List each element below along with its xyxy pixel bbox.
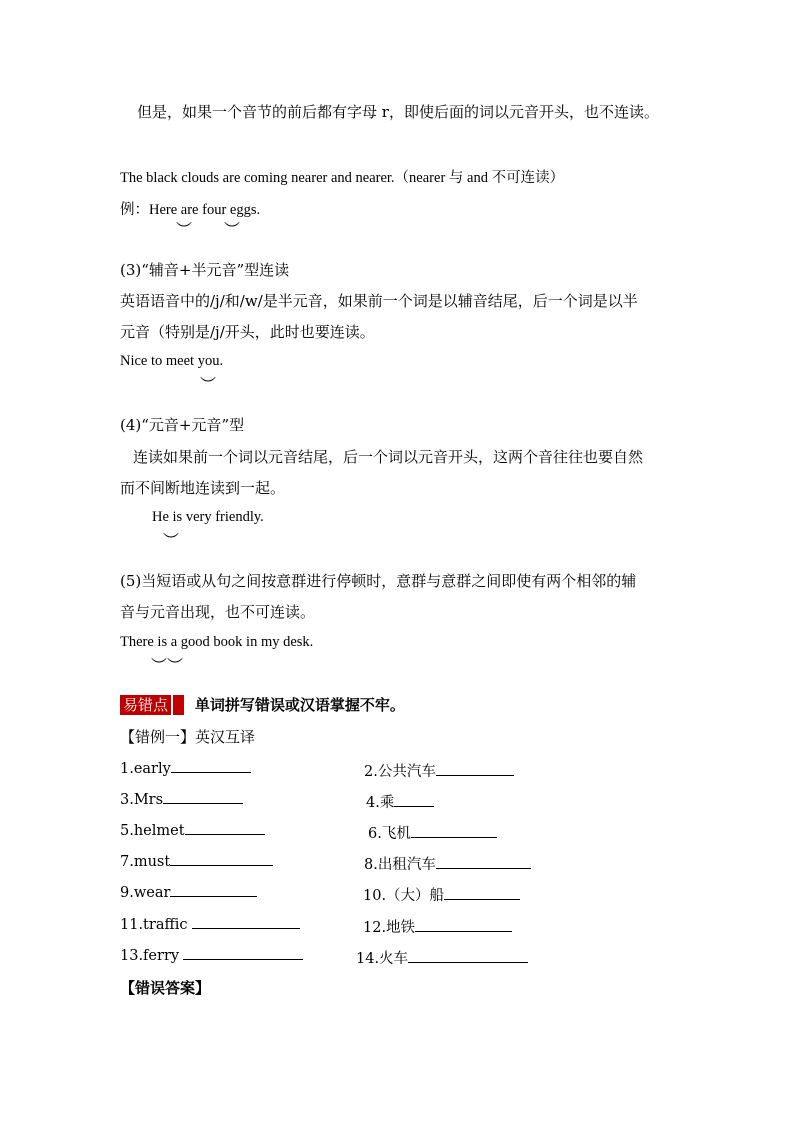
section-5-example: There is a good book in my desk. bbox=[120, 634, 314, 650]
link-mark: ︶ bbox=[163, 531, 180, 550]
mistake-heading bbox=[120, 694, 405, 715]
example-eggs: 例：Here are four eggs. bbox=[120, 202, 261, 218]
answer-blank[interactable] bbox=[408, 950, 528, 963]
list-item: 13.ferry bbox=[120, 947, 303, 964]
section-5-text: 音与元音出现，也不可连读。 bbox=[120, 603, 316, 621]
list-item: 3.Mrs bbox=[120, 791, 243, 808]
section-5-text: (5)当短语或从句之间按意群进行停顿时，意群与意群之间即使有两个相邻的辅 bbox=[120, 572, 637, 590]
list-item: 1.early bbox=[120, 760, 251, 777]
list-item: 6.飞机 bbox=[368, 822, 497, 843]
section-3-title: (3)“辅音+半元音”型连读 bbox=[120, 261, 290, 279]
example-heading: 【错例一】英汉互译 bbox=[120, 728, 256, 746]
section-4-example: He is very friendly. bbox=[152, 509, 264, 525]
section-3-example: Nice to meet you. bbox=[120, 353, 224, 369]
list-item: 8.出租汽车 bbox=[364, 853, 531, 874]
answer-blank[interactable] bbox=[415, 919, 512, 932]
answer-blank[interactable] bbox=[171, 760, 251, 773]
answer-blank[interactable] bbox=[183, 947, 303, 960]
example-clouds: The black clouds are coming nearer and nearer.（nearer 与 and 不可连读） bbox=[120, 170, 565, 186]
mistake-tag-marker bbox=[173, 695, 184, 715]
link-mark: ︶ bbox=[176, 220, 193, 239]
answer-blank[interactable] bbox=[444, 887, 520, 900]
list-item: 2.公共汽车 bbox=[364, 760, 514, 781]
section-3-text: 英语语音中的/j/和/w/是半元音，如果前一个词是以辅音结尾，后一个词是以半 bbox=[120, 292, 638, 310]
answer-blank[interactable] bbox=[436, 856, 531, 869]
list-item: 4.乘 bbox=[366, 791, 434, 812]
link-mark: ︶ bbox=[224, 220, 241, 239]
answer-blank[interactable] bbox=[163, 791, 243, 804]
list-item: 5.helmet bbox=[120, 822, 265, 839]
list-item: 7.must bbox=[120, 853, 273, 870]
answer-blank[interactable] bbox=[185, 822, 265, 835]
list-item: 14.火车 bbox=[356, 947, 528, 968]
para-r-rule: 但是，如果一个音节的前后都有字母 r，即使后面的词以元音开头，也不连读。 bbox=[137, 103, 659, 121]
section-4-title: (4)“元音+元音”型 bbox=[120, 416, 245, 434]
list-item: 12.地铁 bbox=[363, 916, 512, 937]
link-mark: ︶ bbox=[200, 375, 217, 394]
answer-heading: 【错误答案】 bbox=[120, 979, 211, 997]
list-item: 10.（大）船 bbox=[363, 884, 520, 905]
mistake-tag: 易错点 bbox=[120, 695, 171, 715]
answer-blank[interactable] bbox=[411, 825, 497, 838]
answer-blank[interactable] bbox=[170, 884, 257, 897]
answer-blank[interactable] bbox=[170, 853, 273, 866]
section-4-text: 而不间断地连读到一起。 bbox=[120, 479, 286, 497]
answer-blank[interactable] bbox=[192, 916, 300, 929]
answer-blank[interactable] bbox=[394, 794, 434, 807]
answer-blank[interactable] bbox=[436, 763, 514, 776]
list-item: 11.traffic bbox=[120, 916, 300, 933]
link-mark-double: ︶︶ bbox=[151, 656, 184, 675]
mistake-title: 单词拼写错误或汉语掌握不牢。 bbox=[194, 696, 405, 714]
list-item: 9.wear bbox=[120, 884, 257, 901]
section-3-text: 元音（特别是/j/开头，此时也要连读。 bbox=[120, 323, 375, 341]
section-4-text: 连读如果前一个词以元音结尾，后一个词以元音开头，这两个音往往也要自然 bbox=[133, 448, 644, 466]
